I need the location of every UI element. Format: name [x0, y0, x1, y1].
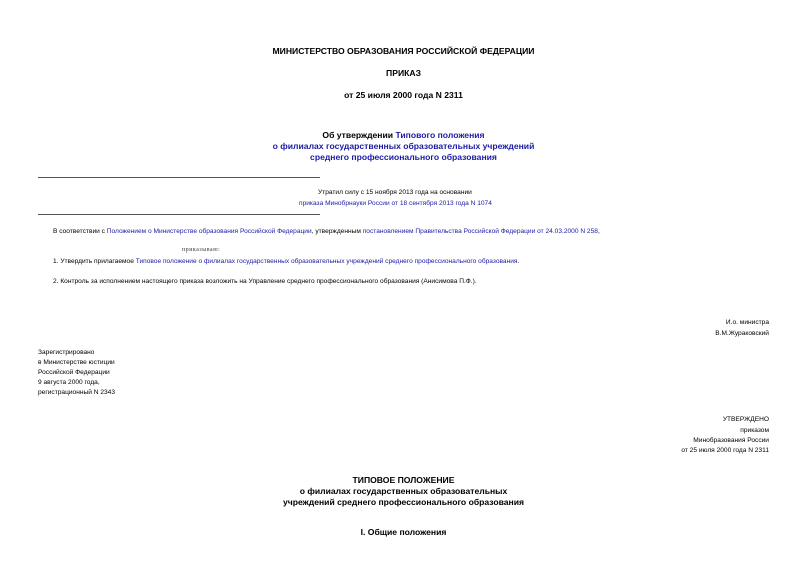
registration-line-2: в Министерстве юстиции: [38, 359, 115, 366]
doc-title-link-1[interactable]: Типового положения: [395, 130, 485, 140]
preamble-text-2: , утвержденным: [311, 228, 363, 235]
approved-line-2: приказом: [740, 427, 769, 434]
doc-title-link-2[interactable]: о филиалах государственных образовательных учреждений: [272, 141, 535, 151]
doc-date-number: от 25 июля 2000 года N 2311: [344, 90, 463, 100]
order-item-2: 2. Контроль за исполнением настоящего приказа возложить на Управление среднего профессионального образования (Анисимова П.Ф.).: [53, 278, 477, 285]
divider-top: [38, 177, 320, 178]
registration-line-4: 9 августа 2000 года,: [38, 379, 100, 386]
doc-title-line1: [0, 130, 807, 140]
doc-title-prefix: Об утверждении: [322, 130, 396, 140]
preamble-link-ministry-regulation[interactable]: Положением о Министерстве образования Российской Федерации: [106, 228, 312, 235]
approved-line-4: от 25 июля 2000 года N 2311: [681, 447, 769, 454]
registration-line-5: регистрационный N 2343: [38, 389, 116, 396]
doc-title-link-3[interactable]: среднего профессионального образования: [310, 152, 497, 162]
registration-line-3: Российской Федерации: [38, 369, 110, 376]
order-item-1: [53, 258, 519, 265]
signature-position: И.о. министра: [725, 319, 769, 326]
registration-line-1: Зарегистрировано: [38, 349, 95, 356]
approved-line-1: УТВЕРЖДЕНО: [722, 416, 769, 423]
regulation-title-line3: учреждений среднего профессионального образования: [282, 497, 525, 507]
status-line: Утратил силу с 15 ноября 2013 года на основании: [318, 189, 472, 196]
preamble-text-3: ,: [597, 228, 600, 235]
status-link[interactable]: приказа Минобрнауки России от 18 сентября 2013 года N 1074: [299, 200, 492, 207]
regulation-title-line1: ТИПОВОЕ ПОЛОЖЕНИЕ: [352, 475, 455, 485]
order-word: приказываю:: [182, 247, 221, 253]
order-item-1-link[interactable]: Типовое положение о филиалах государственных образовательных учреждений среднего профессионального образования: [135, 258, 518, 265]
divider-bottom: [38, 214, 320, 215]
order-item-1-text-2: .: [517, 258, 520, 265]
preamble-paragraph: [53, 228, 600, 235]
regulation-title-line2: о филиалах государственных образовательных: [299, 486, 508, 496]
order-item-1-text-1: 1. Утвердить прилагаемое: [53, 258, 136, 265]
preamble-link-government-decree[interactable]: постановлением Правительства Российской Федерации от 24.03.2000 N 258: [362, 228, 598, 235]
section-heading: I. Общие положения: [360, 527, 447, 537]
ministry-heading: МИНИСТЕРСТВО ОБРАЗОВАНИЯ РОССИЙСКОЙ ФЕДЕРАЦИИ: [272, 46, 535, 56]
signature-name: В.М.Жураковский: [715, 330, 769, 337]
approved-line-3: Минобразования России: [693, 437, 769, 444]
preamble-text-1: В соответствии с: [53, 228, 107, 235]
doc-type-heading: ПРИКАЗ: [386, 68, 421, 78]
